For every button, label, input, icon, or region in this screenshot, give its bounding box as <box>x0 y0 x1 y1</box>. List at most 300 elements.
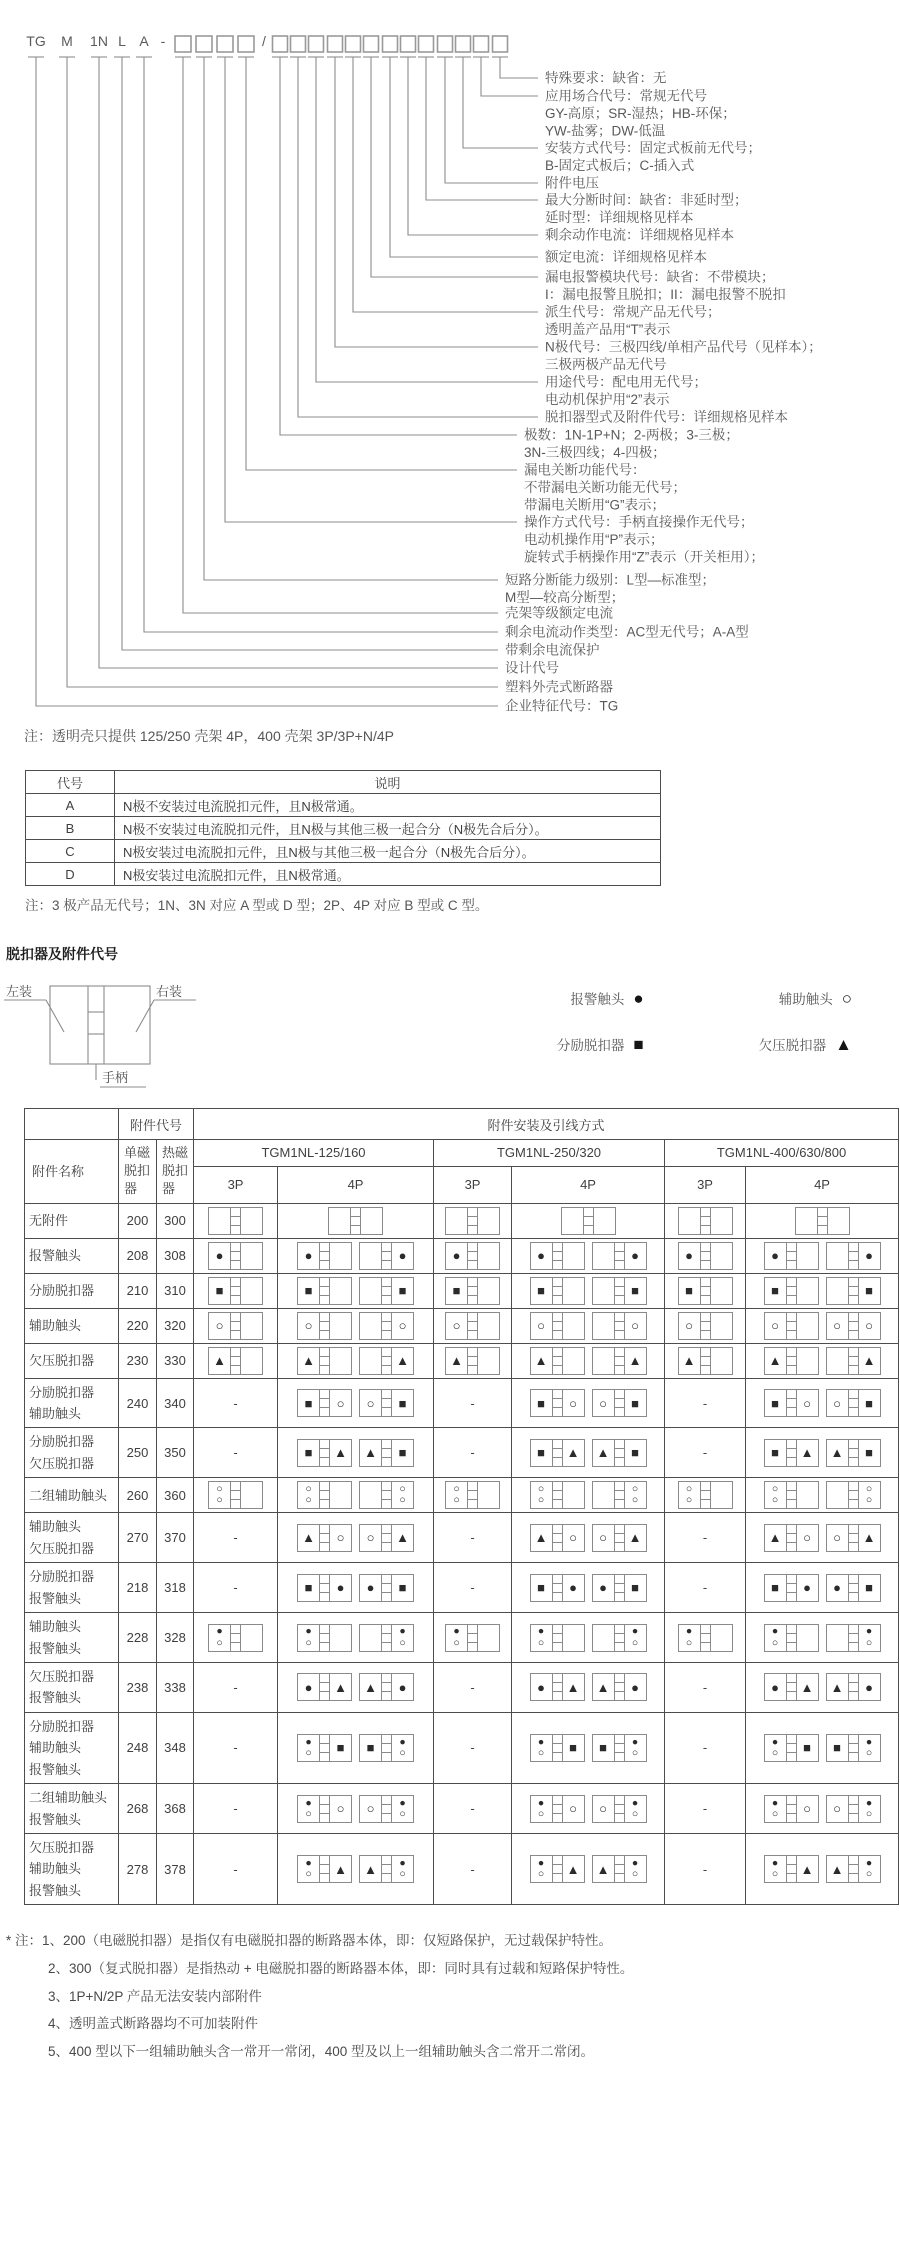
n-pole-code: D <box>26 863 115 886</box>
shunt-release-symbol: ■ <box>771 1580 779 1596</box>
pole-zone <box>330 1390 351 1416</box>
breaker-mini-diagram <box>530 1624 585 1652</box>
pole-zone <box>827 1313 848 1339</box>
pole-zone <box>241 1278 262 1304</box>
handle-column <box>614 1735 625 1761</box>
aux-contact-symbol: ○ <box>537 1807 545 1820</box>
accessory-name: 欠压脱扣器 报警触头 <box>25 1662 119 1712</box>
breaker-mini-diagram <box>764 1574 819 1602</box>
handle-column <box>381 1856 392 1882</box>
pole-zone <box>765 1735 786 1761</box>
pole-zone <box>563 1525 584 1551</box>
install-diagram-cell <box>194 1308 278 1343</box>
thermal-mag-code: 360 <box>157 1478 194 1513</box>
breaker-mini-diagram <box>359 1795 414 1823</box>
aux-contact-symbol: ○ <box>336 1395 345 1411</box>
handle-column <box>319 1482 330 1508</box>
breaker-mini-diagram <box>826 1574 881 1602</box>
thermal-mag-code: 368 <box>157 1784 194 1834</box>
pole-zone <box>765 1575 786 1601</box>
breaker-mini-diagram <box>359 1673 414 1701</box>
footnote: 5、400 型以下一组辅助触头含一常开一常闭，400 型及以上一组辅助触头含二常开二常闭。 <box>48 2044 595 2059</box>
pole-zone <box>594 1208 615 1234</box>
handle-column <box>786 1348 797 1374</box>
pole-zone <box>625 1390 646 1416</box>
aux-contact-symbol: ○ <box>399 1807 406 1820</box>
pole-zone <box>765 1390 786 1416</box>
model-code-tree <box>0 0 900 716</box>
pole-zone <box>797 1348 818 1374</box>
single-mag-code: 278 <box>119 1834 157 1905</box>
breaker-mini-diagram <box>764 1389 819 1417</box>
breaker-mini-diagram <box>764 1439 819 1467</box>
pole-zone <box>392 1313 413 1339</box>
undervoltage-release-symbol: ▲ <box>768 1353 782 1369</box>
callout-label: 企业特征代号：TG <box>505 698 619 714</box>
pole-zone <box>859 1440 880 1466</box>
shunt-release-symbol: ■ <box>833 1740 841 1756</box>
undervoltage-release-symbol: ▲ <box>768 1530 782 1546</box>
undervoltage-release-symbol: ▲ <box>628 1530 642 1546</box>
install-diagram-cell <box>194 1273 278 1308</box>
pole-zone <box>478 1278 499 1304</box>
pole-header-3p: 3P <box>194 1166 278 1203</box>
install-diagram-cell <box>512 1273 665 1308</box>
breaker-mini-diagram <box>826 1524 881 1552</box>
alarm-contact-symbol: ● <box>771 1679 779 1695</box>
alarm-contact-symbol: ● <box>633 988 644 1008</box>
pole-zone <box>531 1796 552 1822</box>
code-table-row <box>26 840 661 863</box>
code-placeholder-box <box>419 36 434 52</box>
aux-contact-symbol: ○ <box>771 1746 779 1759</box>
pole-zone <box>679 1313 700 1339</box>
install-diagram-cell: - <box>194 1378 278 1428</box>
pole-zone <box>446 1482 467 1508</box>
install-diagram-cell <box>746 1343 899 1378</box>
handle-column <box>381 1735 392 1761</box>
handle-column <box>552 1390 563 1416</box>
handle-column <box>381 1625 392 1651</box>
install-diagram-cell <box>746 1308 899 1343</box>
pole-zone <box>360 1278 381 1304</box>
pole-zone <box>241 1313 262 1339</box>
shunt-release-symbol: ■ <box>803 1740 811 1756</box>
handle-column <box>552 1313 563 1339</box>
pole-zone <box>298 1525 319 1551</box>
breaker-mini-diagram <box>826 1312 881 1340</box>
n-pole-code-table <box>25 770 661 886</box>
pole-zone <box>360 1440 381 1466</box>
pole-zone <box>360 1390 381 1416</box>
callout-connector <box>298 57 538 417</box>
alarm-contact-symbol: ● <box>398 1679 407 1695</box>
install-diagram-cell <box>665 1273 746 1308</box>
install-diagram-cell <box>746 1378 899 1428</box>
pole-zone <box>330 1348 351 1374</box>
pole-zone <box>392 1243 413 1269</box>
thermal-mag-code: 338 <box>157 1662 194 1712</box>
callout-label: 短路分断能力级别：L型—标准型； <box>505 572 716 588</box>
pole-zone <box>827 1243 848 1269</box>
accessory-row <box>25 1203 899 1238</box>
callout-label: 用途代号：配电用无代号； <box>545 374 707 390</box>
pole-zone <box>797 1313 818 1339</box>
accessory-name: 欠压脱扣器 <box>25 1343 119 1378</box>
alarm-contact-symbol: ● <box>216 1625 223 1638</box>
install-diagram-cell <box>665 1478 746 1513</box>
breaker-mini-diagram <box>678 1242 733 1270</box>
thermal-mag-code: 300 <box>157 1203 194 1238</box>
breaker-mini-diagram <box>592 1347 647 1375</box>
handle-column <box>319 1313 330 1339</box>
mount-diagram <box>0 970 270 1094</box>
install-diagram-cell <box>746 1428 899 1478</box>
accessory-name: 辅助触头 <box>25 1308 119 1343</box>
breaker-mini-diagram <box>592 1439 647 1467</box>
pole-zone <box>241 1482 262 1508</box>
install-diagram-cell <box>434 1238 512 1273</box>
pole-zone <box>298 1625 319 1651</box>
pole-zone <box>859 1243 880 1269</box>
aux-contact-symbol: ○ <box>771 1494 779 1507</box>
pole-zone <box>392 1278 413 1304</box>
alarm-contact-symbol: ● <box>865 1735 873 1748</box>
frame-header-400: TGM1NL-400/630/800 <box>665 1140 899 1167</box>
install-diagram-cell: - <box>194 1834 278 1905</box>
install-diagram-cell: - <box>434 1662 512 1712</box>
undervoltage-release-symbol: ▲ <box>364 1679 377 1695</box>
breaker-mini-diagram <box>208 1207 263 1235</box>
breaker-mini-diagram <box>592 1242 647 1270</box>
pole-zone <box>209 1625 230 1651</box>
breaker-mini-diagram <box>764 1673 819 1701</box>
single-mag-code: 208 <box>119 1238 157 1273</box>
shunt-release-symbol: ■ <box>771 1445 779 1461</box>
pole-zone <box>765 1348 786 1374</box>
pole-header-4p: 4P <box>278 1166 434 1203</box>
pole-zone <box>478 1348 499 1374</box>
callout-connector <box>183 57 498 613</box>
install-diagram-cell <box>194 1238 278 1273</box>
pole-zone <box>360 1735 381 1761</box>
breaker-mini-diagram <box>445 1277 500 1305</box>
callout-label: 3N-三极四线；4-四极； <box>524 445 666 460</box>
callout-label: 附件电压 <box>545 175 599 191</box>
pole-zone <box>827 1440 848 1466</box>
alarm-contact-symbol: ● <box>452 1248 461 1264</box>
breaker-mini-diagram <box>764 1855 819 1883</box>
install-diagram-cell <box>278 1478 434 1513</box>
alarm-contact-symbol: ● <box>537 1857 545 1870</box>
symbol-legend <box>557 988 852 1054</box>
aux-contact-symbol: ○ <box>305 1746 312 1759</box>
pole-zone <box>392 1856 413 1882</box>
pole-zone <box>392 1390 413 1416</box>
pole-zone <box>360 1482 381 1508</box>
pole-zone <box>593 1575 614 1601</box>
pole-zone <box>446 1208 467 1234</box>
accessory-row <box>25 1343 899 1378</box>
handle-column <box>319 1575 330 1601</box>
pole-zone <box>711 1208 732 1234</box>
callout-connector <box>390 57 538 257</box>
shunt-release-symbol: ■ <box>569 1740 577 1756</box>
breaker-mini-diagram <box>592 1574 647 1602</box>
aux-contact-symbol: ○ <box>771 1483 779 1496</box>
aux-contact-symbol: ○ <box>305 1494 312 1507</box>
aux-contact-symbol: ○ <box>569 1530 577 1546</box>
install-diagram-cell: - <box>665 1428 746 1478</box>
single-mag-code: 270 <box>119 1513 157 1563</box>
pole-zone <box>827 1796 848 1822</box>
n-pole-description: N极安装过电流脱扣元件，且N极常通。 <box>115 863 661 886</box>
aux-contact-symbol: ○ <box>216 1636 223 1649</box>
callout-label: I：漏电报警且脱扣；II：漏电报警不脱扣 <box>545 287 786 302</box>
pole-zone <box>797 1796 818 1822</box>
pole-zone <box>625 1625 646 1651</box>
pole-zone <box>209 1348 230 1374</box>
shunt-release-symbol: ■ <box>398 1445 407 1461</box>
code-table-row <box>26 863 661 886</box>
single-mag-code: 248 <box>119 1712 157 1783</box>
install-diagram-cell <box>746 1784 899 1834</box>
undervoltage-release-symbol: ▲ <box>364 1861 377 1877</box>
breaker-mini-diagram <box>530 1439 585 1467</box>
aux-contact-symbol: ○ <box>305 1483 312 1496</box>
breaker-mini-diagram <box>359 1277 414 1305</box>
single-mag-code: 228 <box>119 1613 157 1663</box>
callout-connector <box>67 57 498 687</box>
thermal-mag-code: 310 <box>157 1273 194 1308</box>
pole-zone <box>563 1390 584 1416</box>
handle-column <box>319 1278 330 1304</box>
handle-column <box>552 1575 563 1601</box>
handle-column <box>614 1278 625 1304</box>
handle-column <box>319 1796 330 1822</box>
pole-zone <box>563 1313 584 1339</box>
handle-column <box>552 1625 563 1651</box>
handle-column <box>848 1856 859 1882</box>
pole-zone <box>392 1796 413 1822</box>
pole-zone <box>625 1575 646 1601</box>
alarm-contact-symbol: ● <box>865 1857 873 1870</box>
handle-column <box>381 1348 392 1374</box>
callout-label: 透明盖产品用“T”表示 <box>545 322 671 337</box>
shunt-release-symbol: ■ <box>304 1395 313 1411</box>
thermal-mag-code: 318 <box>157 1563 194 1613</box>
pole-zone <box>711 1348 732 1374</box>
breaker-mini-diagram <box>826 1277 881 1305</box>
pole-zone <box>859 1482 880 1508</box>
alarm-contact-symbol: ● <box>537 1248 545 1264</box>
pole-zone <box>209 1208 230 1234</box>
handle-column <box>786 1625 797 1651</box>
breaker-mini-diagram <box>678 1312 733 1340</box>
aux-contact-symbol: ○ <box>453 1483 460 1496</box>
pole-zone <box>330 1674 351 1700</box>
pole-zone <box>765 1674 786 1700</box>
install-diagram-cell: - <box>665 1378 746 1428</box>
shunt-release-symbol: ■ <box>633 1034 644 1054</box>
pole-zone <box>827 1625 848 1651</box>
breaker-mini-diagram <box>530 1855 585 1883</box>
pole-zone <box>360 1313 381 1339</box>
breaker-mini-diagram <box>359 1624 414 1652</box>
accessory-code-header: 附件代号 <box>119 1109 194 1140</box>
install-diagram-cell: - <box>194 1784 278 1834</box>
alarm-contact-symbol: ● <box>771 1248 779 1264</box>
alarm-contact-symbol: ● <box>215 1248 224 1264</box>
callout-connector <box>445 57 538 183</box>
install-method-header: 附件安装及引线方式 <box>194 1109 899 1140</box>
single-mag-code: 260 <box>119 1478 157 1513</box>
accessory-name: 分励脱扣器 欠压脱扣器 <box>25 1428 119 1478</box>
accessory-header-row-1 <box>25 1109 899 1140</box>
n-pole-code-note: 注：3 极产品无代号；1N、3N 对应 A 型或 D 型；2P、4P 对应 B 型或 C 型。 <box>25 898 489 913</box>
breaker-mini-diagram <box>678 1277 733 1305</box>
shunt-release-symbol: ■ <box>366 1740 375 1756</box>
pole-zone <box>765 1856 786 1882</box>
breaker-mini-diagram <box>328 1207 383 1235</box>
breaker-mini-diagram <box>297 1624 352 1652</box>
code-placeholder-box <box>456 36 471 52</box>
install-diagram-cell <box>665 1613 746 1663</box>
handle-column <box>381 1575 392 1601</box>
pole-zone <box>241 1208 262 1234</box>
breaker-mini-diagram <box>592 1524 647 1552</box>
pole-zone <box>531 1575 552 1601</box>
single-mag-code: 230 <box>119 1343 157 1378</box>
aux-contact-symbol: ○ <box>803 1395 811 1411</box>
model-code-part: 1N <box>90 33 108 49</box>
undervoltage-release-symbol: ▲ <box>302 1353 315 1369</box>
callout-connector <box>246 57 517 470</box>
pole-zone <box>478 1243 499 1269</box>
aux-contact-symbol: ○ <box>771 1636 779 1649</box>
alarm-contact-symbol: ● <box>771 1625 779 1638</box>
pole-zone <box>765 1625 786 1651</box>
breaker-mini-diagram <box>530 1242 585 1270</box>
breaker-mini-diagram <box>445 1481 500 1509</box>
callout-connector <box>316 57 538 382</box>
pole-zone <box>531 1525 552 1551</box>
install-diagram-cell <box>512 1238 665 1273</box>
pole-zone <box>593 1796 614 1822</box>
pole-zone <box>531 1674 552 1700</box>
callout-label: 额定电流：详细规格见样本 <box>545 249 707 265</box>
callout-connector <box>481 57 538 96</box>
aux-contact-symbol: ○ <box>599 1801 607 1817</box>
pole-zone <box>330 1243 351 1269</box>
accessory-row <box>25 1712 899 1783</box>
pole-zone <box>827 1482 848 1508</box>
pole-zone <box>593 1525 614 1551</box>
pole-zone <box>625 1243 646 1269</box>
legend-label: 报警触头 <box>570 992 625 1007</box>
pole-zone <box>593 1856 614 1882</box>
model-code-part: TG <box>26 33 46 49</box>
handle-column <box>848 1278 859 1304</box>
pole-zone <box>563 1278 584 1304</box>
install-diagram-cell: - <box>434 1428 512 1478</box>
pole-zone <box>446 1348 467 1374</box>
callout-label: B-固定式板后；C-插入式 <box>545 158 695 173</box>
aux-contact-symbol: ○ <box>366 1801 375 1817</box>
install-diagram-cell <box>278 1308 434 1343</box>
undervoltage-release-symbol: ▲ <box>534 1530 548 1546</box>
pole-zone <box>563 1674 584 1700</box>
n-pole-description: N极安装过电流脱扣元件，且N极与其他三极一起合分（N极先合后分）。 <box>115 840 661 863</box>
install-diagram-cell <box>746 1513 899 1563</box>
breaker-mini-diagram <box>764 1624 819 1652</box>
pole-zone <box>711 1625 732 1651</box>
undervoltage-release-symbol: ▲ <box>534 1353 548 1369</box>
pole-zone <box>478 1625 499 1651</box>
code-separator: - <box>160 33 166 49</box>
thermal-mag-code: 350 <box>157 1428 194 1478</box>
undervoltage-release-symbol: ▲ <box>396 1530 409 1546</box>
pole-zone <box>827 1525 848 1551</box>
undervoltage-release-symbol: ▲ <box>566 1445 580 1461</box>
install-diagram-cell <box>512 1478 665 1513</box>
aux-contact-symbol: ○ <box>833 1318 841 1334</box>
handle-column <box>786 1674 797 1700</box>
handle-column <box>614 1313 625 1339</box>
alarm-contact-symbol: ● <box>304 1248 313 1264</box>
pole-zone <box>859 1313 880 1339</box>
handle-column <box>786 1735 797 1761</box>
pole-zone <box>563 1575 584 1601</box>
breaker-mini-diagram <box>297 1347 352 1375</box>
accessory-row <box>25 1308 899 1343</box>
aux-contact-symbol: ○ <box>631 1494 639 1507</box>
install-diagram-cell <box>278 1343 434 1378</box>
pole-zone <box>625 1525 646 1551</box>
pole-zone <box>563 1856 584 1882</box>
breaker-mini-diagram <box>297 1481 352 1509</box>
accessory-name: 分励脱扣器 报警触头 <box>25 1563 119 1613</box>
callout-connector <box>371 57 538 277</box>
install-diagram-cell <box>746 1273 899 1308</box>
install-diagram-cell: - <box>194 1513 278 1563</box>
pole-zone <box>679 1278 700 1304</box>
aux-contact-symbol: ○ <box>631 1868 639 1881</box>
breaker-mini-diagram <box>297 1439 352 1467</box>
aux-contact-symbol: ○ <box>537 1483 545 1496</box>
footnote: 3、1P+N/2P 产品无法安装内部附件 <box>48 1988 262 2004</box>
aux-contact-symbol: ○ <box>833 1530 841 1546</box>
handle-column <box>467 1278 478 1304</box>
breaker-mini-diagram <box>826 1389 881 1417</box>
aux-contact-symbol: ○ <box>841 988 852 1008</box>
aux-contact-symbol: ○ <box>399 1494 406 1507</box>
install-diagram-cell <box>512 1563 665 1613</box>
pole-zone <box>859 1625 880 1651</box>
shunt-release-symbol: ■ <box>865 1395 873 1411</box>
single-mag-code: 268 <box>119 1784 157 1834</box>
shunt-release-symbol: ■ <box>215 1283 224 1299</box>
footnote: 2、300（复式脱扣器）是指热动 + 电磁脱扣器的断路器本体，即：同时具有过载和短路保护特性。 <box>48 1960 634 1976</box>
undervoltage-release-symbol: ▲ <box>628 1353 642 1369</box>
handle-column <box>467 1243 478 1269</box>
pole-zone <box>797 1735 818 1761</box>
callout-label: 带漏电关断用“G”表示； <box>524 497 665 513</box>
pole-zone <box>241 1243 262 1269</box>
code-table-header: 说明 <box>115 771 661 794</box>
breaker-mini-diagram <box>445 1242 500 1270</box>
callout-label: 极数：1N-1P+N；2-两极；3-三极； <box>524 427 739 443</box>
